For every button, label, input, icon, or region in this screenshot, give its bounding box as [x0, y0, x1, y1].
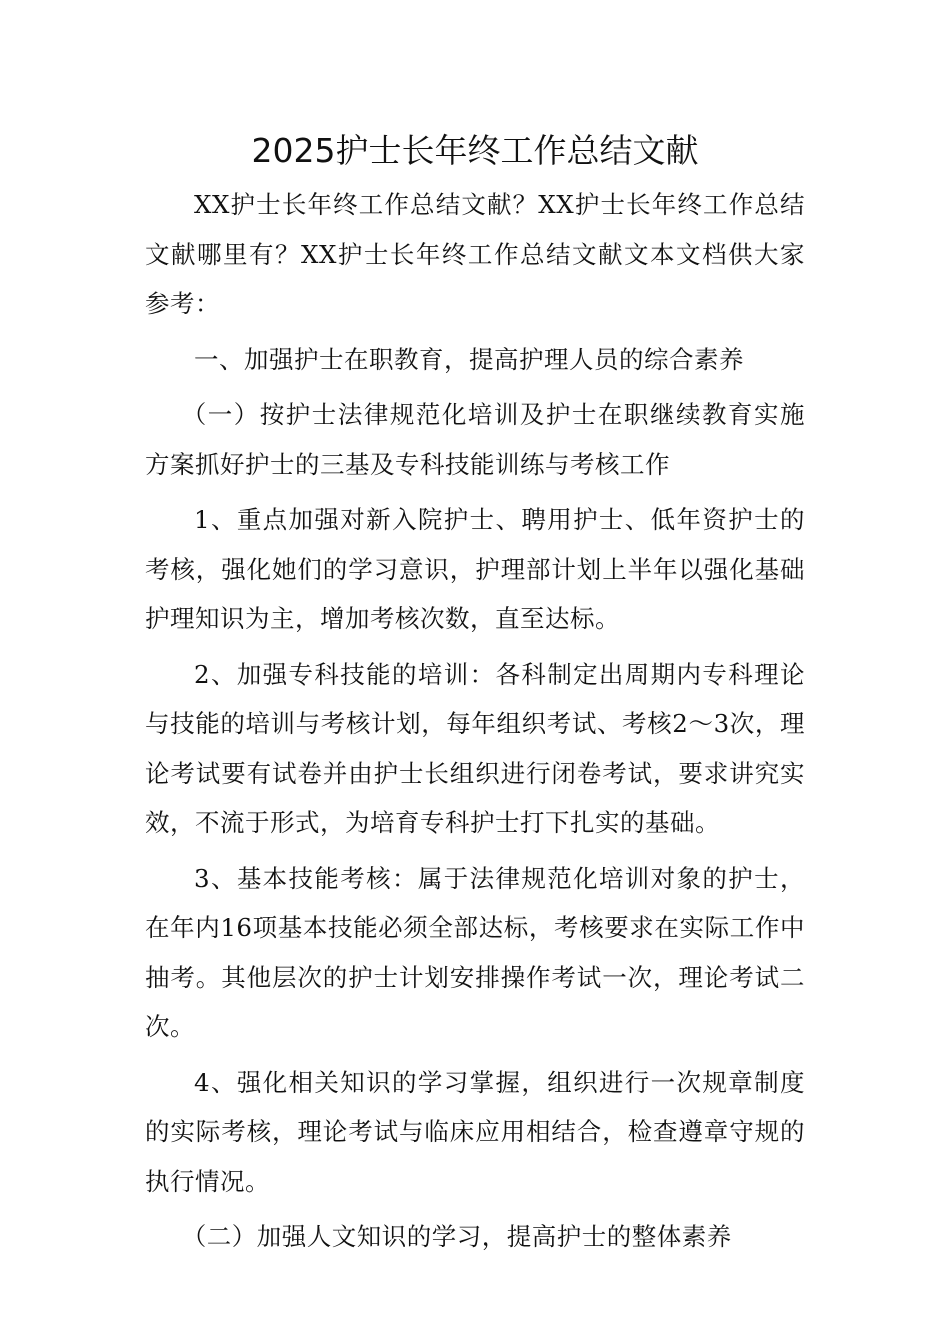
paragraph-intro: XX护士长年终工作总结文献？XX护士长年终工作总结文献哪里有？XX护士长年终工作总结文献文本文档供大家参考：: [145, 190, 805, 318]
list-item-2: 2、加强专科技能的培训：各科制定出周期内专科理论与技能的培训与考核计划，每年组织考试、考核2～3次，理论考试要有试卷并由护士长组织进行闭卷考试，要求讲究实效，不流于形式，为培育专科护士打下扎实的基础。: [145, 659, 805, 837]
list-item-3: 3、基本技能考核：属于法律规范化培训对象的护士，在年内16项基本技能必须全部达标，考核要求在实际工作中抽考。其他层次的护士计划安排操作考试一次，理论考试二次。: [145, 863, 805, 1041]
list-item-4: 4、强化相关知识的学习掌握，组织进行一次规章制度的实际考核，理论考试与临床应用相结合，检查遵章守规的执行情况。: [145, 1067, 805, 1196]
subsection-heading-1: （一）按护士法律规范化培训及护士在职继续教育实施方案抓好护士的三基及专科技能训练与考核工作: [145, 400, 805, 479]
document-title: 2025护士长年终工作总结文献: [251, 131, 699, 170]
subsection-heading-2: （二）加强人文知识的学习，提高护士的整体素养: [181, 1222, 732, 1251]
document-body: [145, 128, 805, 1268]
list-item-1: 1、重点加强对新入院护士、聘用护士、低年资护士的考核，强化她们的学习意识，护理部计划上半年以强化基础护理知识为主，增加考核次数，直至达标。: [145, 505, 805, 633]
section-heading-1: 一、加强护士在职教育，提高护理人员的综合素养: [194, 344, 744, 374]
